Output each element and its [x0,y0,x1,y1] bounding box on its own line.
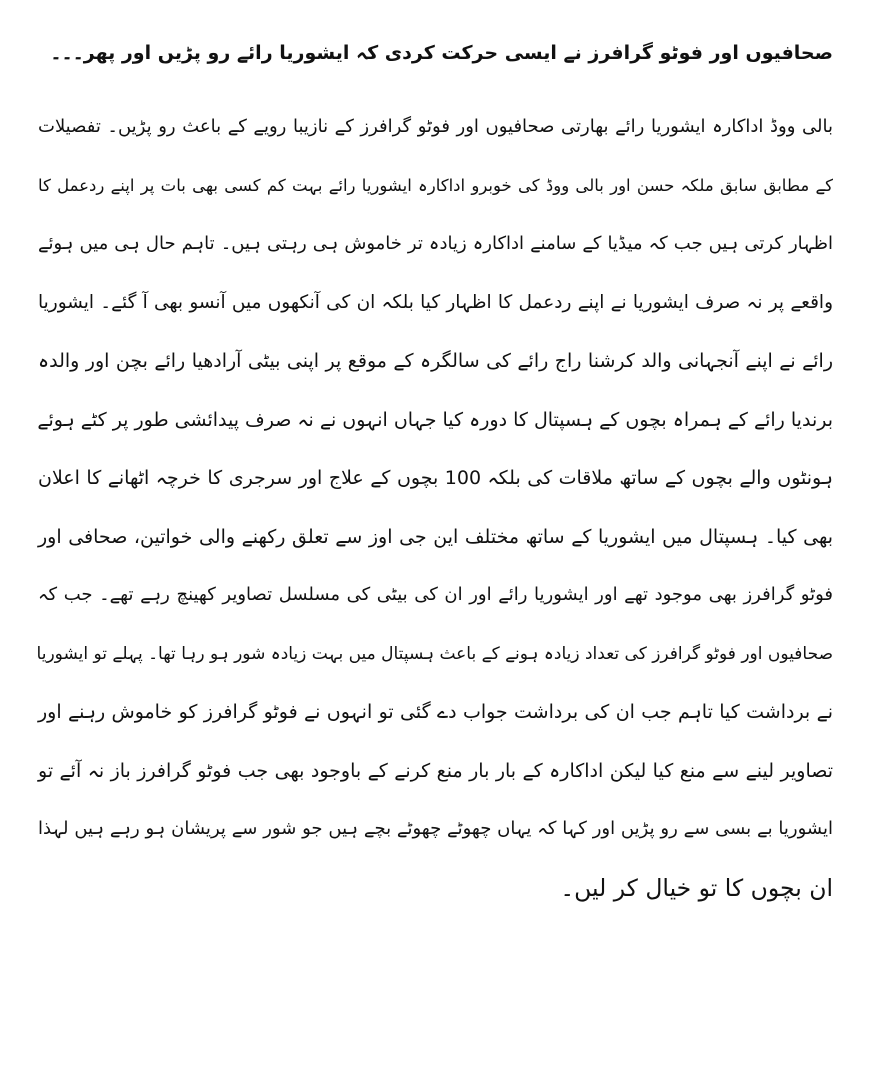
body-line: نے برداشت کیا تاہم جب ان کی برداشت جواب دے گئی تو انہوں نے فوٹو گرافرز کو خاموش رہنے اور [38,701,833,723]
body-line: بالی ووڈ اداکارہ ایشوریا رائے بھارتی صحافیوں اور فوٹو گرافرز کے نازیبا رویے کے باعث رو پڑیں۔ تفصیلات [38,116,833,137]
body-line: واقعے پر نہ صرف ایشوریا نے اپنے ردعمل کا اظہار کیا بلکہ ان کی آنکھوں میں آنسو بھی آ گئے۔ ایشوریا [38,291,833,313]
article-headline: صحافیوں اور فوٹو گرافرز نے ایسی حرکت کردی کہ ایشوریا رائے رو پڑیں اور پھر۔۔۔ [50,42,833,64]
body-line-last: ان بچوں کا تو خیال کر لیں۔ [560,873,833,902]
body-line: بھی کیا۔ ہسپتال میں ایشوریا کے ساتھ مختلف این جی اوز سے تعلق رکھنے والی خواتین، صحافی اور [38,525,833,548]
body-line: رائے نے اپنے آنجہانی والد کرشنا راج رائے کی سالگرہ کے موقع پر اپنی بیٹی آرادھیا رائے بچن اور والدہ [38,350,833,372]
body-line: فوٹو گرافرز بھی موجود تھے اور ایشوریا رائے اور ان کی بیٹی کی مسلسل تصاویر کھینچ رہے تھے۔ جب کہ [38,584,833,605]
body-line: برندیا رائے کے ہمراہ بچوں کے ہسپتال کا دورہ کیا جہاں انہوں نے نہ صرف پیدائشی طور پر کٹے ہوئے [37,408,833,431]
body-line: کے مطابق سابق ملکہ حسن اور بالی ووڈ کی خوبرو اداکارہ ایشوریا رائے بہت کم کسی بھی بات پر اپنے ردعمل کا [38,175,833,195]
body-line: صحافیوں اور فوٹو گرافرز کی تعداد زیادہ ہونے کے باعث ہسپتال میں بہت زیادہ شور ہو رہا تھا۔ پہلے تو ایشوریا [36,643,833,664]
body-line: ایشوریا بے بسی سے رو پڑیں اور کہا کہ یہاں چھوٹے چھوٹے بچے ہیں جو شور سے پریشان ہو رہے ہیں لہذا [38,818,833,839]
body-line: اظہار کرتی ہیں جب کہ میڈیا کے سامنے اداکارہ زیادہ تر خاموش ہی رہتی ہیں۔ تاہم حال ہی میں ہوئے [38,233,833,254]
body-line: ہونٹوں والے بچوں کے ساتھ ملاقات کی بلکہ 100 بچوں کے علاج اور سرجری کا خرچہ اٹھانے کا اعلان [38,467,833,489]
body-line: تصاویر لینے سے منع کیا لیکن اداکارہ کے بار بار منع کرنے کے باوجود بھی جب فوٹو گرافرز باز نہ آئے تو [38,759,833,782]
article-body [38,98,833,917]
